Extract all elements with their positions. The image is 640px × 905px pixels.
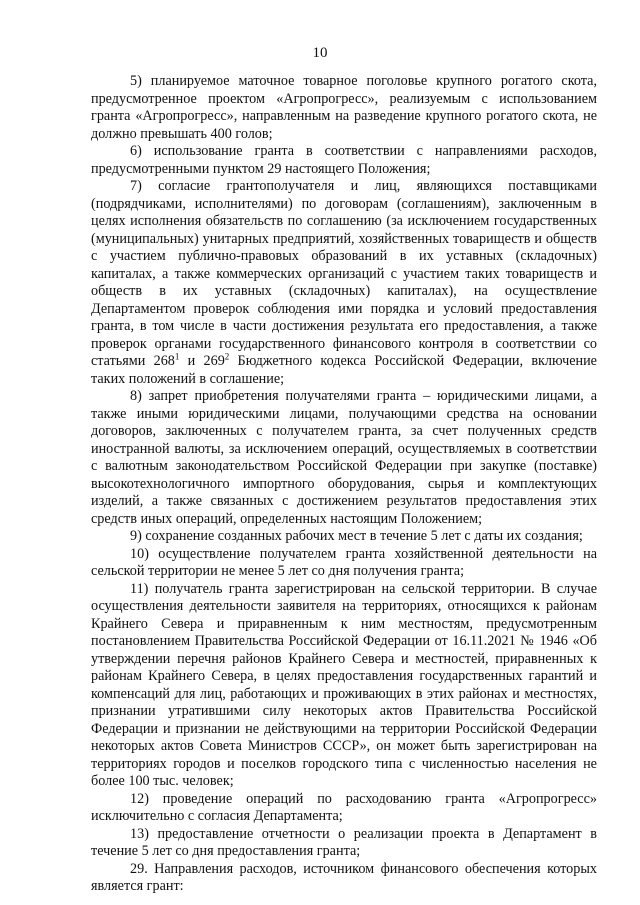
list-item-8: 8) запрет приобретения получателями гранта – юридическими лицами, а также иными юридическими лицами, получающими средства на основании договоров, заключенных с получателем гранта, за счет полученных средств иностранной валюты, за исключением операций, осуществляемых в соответствии с валютным законодательством Российской Федерации при закупке (поставке) высокотехнологичного импортного оборудования, сырья и комплектующих изделий, а также связанных с достижением результатов предоставления этих средств иных операций, определенных настоящим Положением; xyxy=(91,388,597,527)
superscript-1: 1 xyxy=(174,351,180,362)
list-item-13: 13) предоставление отчетности о реализации проекта в Департамент в течение 5 лет со дня предоставления гранта; xyxy=(91,825,597,859)
list-item-5: 5) планируемое маточное товарное поголовье крупного рогатого скота, предусмотренное проектом «Агропрогресс», реализуемым с использованием гранта «Агропрогресс», направленным на разведение крупного рогатого скота, не должно превышать 400 голов; xyxy=(91,73,597,142)
list-item-10: 10) осуществление получателем гранта хозяйственной деятельности на сельской территории не менее 5 лет со дня получения гранта; xyxy=(91,545,597,579)
list-item-6: 6) использование гранта в соответствии с направлениями расходов, предусмотренными пунктом 29 настоящего Положения; xyxy=(91,143,597,177)
section-29-heading: 29. Направления расходов, источником финансового обеспечения которых является грант: xyxy=(91,860,597,894)
document-body xyxy=(91,73,597,896)
page-number: 10 xyxy=(312,45,328,61)
list-item-7-text: 7) согласие грантополучателя и лиц, являющихся поставщиками (подрядчиками, исполнителями) по договорам (соглашениям), заключенным в целях исполнения обязательств по соглашению (за исключением государственных (муниципальных) унитарных предприятий, хозяйственных товариществ и обществ с участием публично-правовых образований в их уставных (складочных) капиталах, а также коммерческих организаций с участием таких товариществ и обществ в их уставных (складочных) капиталах), на осуществление Департаментом проверок соблюдения ими порядка и условий предоставления гранта, в том числе в части достижения результата его предоставления, а также проверок органами государственного финансового контроля в соответствии со статьями 268 xyxy=(91,178,597,369)
list-item-7 xyxy=(91,178,597,388)
list-item-7-text-end: Бюджетного кодекса Российской Федерации, включение таких положений в соглашение; xyxy=(91,353,597,387)
superscript-2: 2 xyxy=(224,351,230,362)
list-item-9: 9) сохранение созданных рабочих мест в течение 5 лет с даты их создания; xyxy=(130,528,583,544)
list-item-11: 11) получатель гранта зарегистрирован на сельской территории. В случае осуществления деятельности заявителя на территориях, относящихся к районам Крайнего Севера и приравненным к ним местностям, предусмотренным постановлением Правительства Российской Федерации от 16.11.2021 № 1946 «Об утверждении перечня районов Крайнего Севера и местностей, приравненных к районам Крайнего Севера, в целях предоставления государственных гарантий и компенсаций для лиц, работающих и проживающих в этих районах и местностях, признании утратившими силу некоторых актов Правительства Российской Федерации и признании не действующими на территории Российской Федерации некоторых актов Совета Министров СССР», он может быть зарегистрирован на территориях городов и поселков городского типа с численностью населения не более 100 тыс. человек; xyxy=(91,580,597,789)
list-item-12: 12) проведение операций по расходованию гранта «Агропрогресс» исключительно с согласия Департамента; xyxy=(91,790,597,824)
list-item-7-text-mid: и 269 xyxy=(179,353,225,369)
